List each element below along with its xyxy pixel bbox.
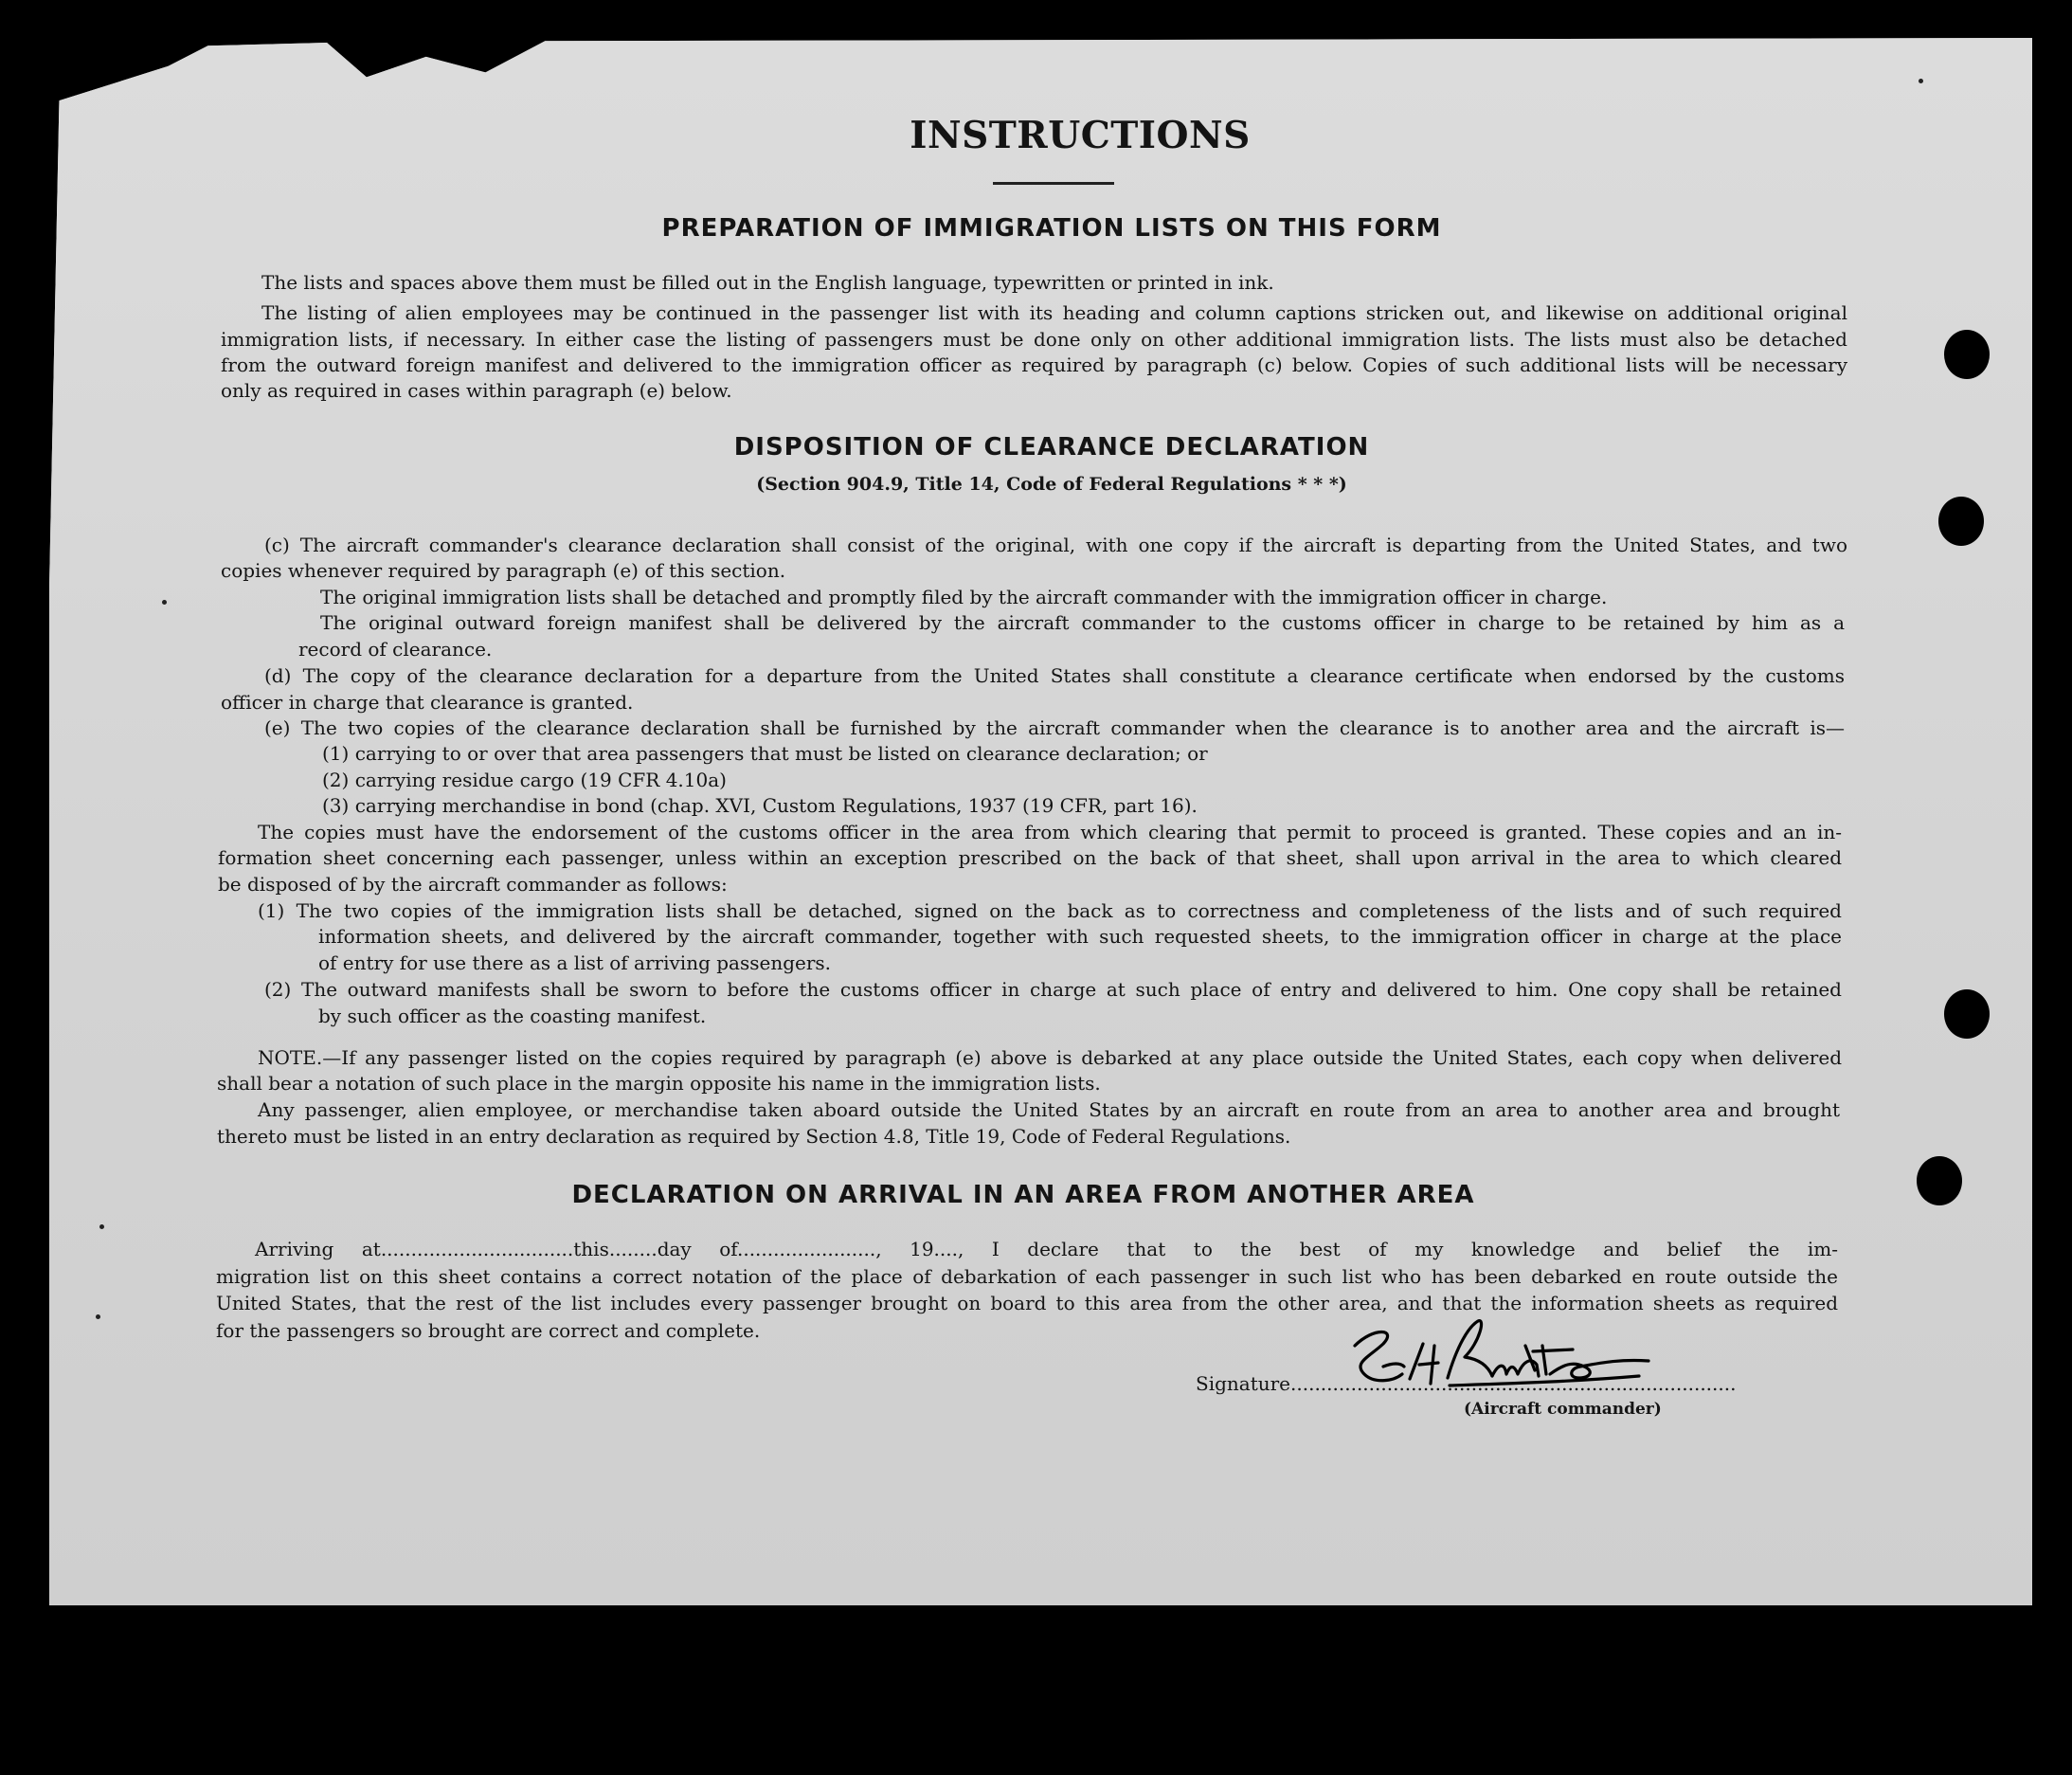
section2-line: The original immigration lists shall be detached and promptly filed by the aircraft commander with the immigration officer in charge.: [320, 586, 1608, 608]
section2-line: The original outward foreign manifest shall be delivered by the aircraft commander to the customs officer in charge to be retained by him as a: [320, 611, 1845, 634]
section1-line: from the outward foreign manifest and delivered to the immigration officer as required by paragraph (c) below. Copies of such additional lists will be necessary: [221, 353, 1847, 376]
section2-line: (1) carrying to or over that area passengers that must be listed on clearance declaration; or: [322, 742, 1208, 765]
punch-hole: [1917, 1156, 1962, 1205]
section2-line: by such officer as the coasting manifest.: [318, 1005, 707, 1027]
punch-hole: [1944, 330, 1990, 379]
section1-line: The listing of alien employees may be continued in the passenger list with its heading and column captions stricken out, and likewise on additional original: [261, 301, 1847, 324]
section2-line: The copies must have the endorsement of the customs officer in the area from which clearing that permit to proceed is granted. These copies and an in-: [258, 821, 1842, 843]
section2-line: copies whenever required by paragraph (e) of this section.: [221, 559, 786, 582]
section2-line: information sheets, and delivered by the aircraft commander, together with such requested sheets, to the immigration officer in charge at the place: [318, 925, 1842, 948]
signature-label: Signature..........................................................................: [1196, 1372, 1737, 1395]
signature-caption: (Aircraft commander): [1464, 1400, 1662, 1419]
punch-hole: [1938, 497, 1984, 546]
section2-line: (d) The copy of the clearance declaration for a departure from the United States shall constitute a clearance certificate when endorsed by the customs: [264, 664, 1845, 687]
section3-line: migration list on this sheet contains a correct notation of the place of debarkation of each passenger in such list who has been debarked en route outside the: [216, 1265, 1838, 1288]
section1-line: The lists and spaces above them must be filled out in the English language, typewritten or printed in ink.: [261, 271, 1274, 294]
section2-line: record of clearance.: [298, 638, 493, 661]
section2-line: be disposed of by the aircraft commander as follows:: [218, 873, 728, 896]
section2-line: (c) The aircraft commander's clearance declaration shall consist of the original, with one copy if the aircraft is departing from the United States, and two: [264, 534, 1847, 556]
title-rule: [993, 182, 1114, 185]
section3-line: United States, that the rest of the list includes every passenger brought on board to this area from the other area, and that the information sheets as required: [216, 1292, 1838, 1314]
speck: [1919, 79, 1923, 83]
section1-line: immigration lists, if necessary. In either case the listing of passengers must be done only on other additional immigration lists. The lists must also be detached: [221, 328, 1847, 351]
section3-line: Arriving at................................this........day of......................., 19...., I declare that to the best of my knowledge and belief the im-: [255, 1238, 1838, 1260]
page-title: INSTRUCTIONS: [910, 114, 1251, 157]
section-heading-disposition: DISPOSITION OF CLEARANCE DECLARATION: [733, 433, 1370, 462]
section2-line: Any passenger, alien employee, or merchandise taken aboard outside the United States by an aircraft en route from an area to another area and brought: [258, 1098, 1840, 1121]
handwritten-signature: [1336, 1308, 1658, 1412]
section-heading-preparation: PREPARATION OF IMMIGRATION LISTS ON THIS FORM: [661, 214, 1442, 243]
punch-hole: [1944, 989, 1990, 1039]
section1-line: only as required in cases within paragraph (e) below.: [221, 379, 732, 402]
section2-line: officer in charge that clearance is granted.: [221, 691, 634, 714]
section-heading-declaration: DECLARATION ON ARRIVAL IN AN AREA FROM ANOTHER AREA: [571, 1181, 1475, 1209]
section2-line: formation sheet concerning each passenger, unless within an exception prescribed on the back of that sheet, shall upon arrival in the area to which cleared: [218, 846, 1842, 869]
section2-line: of entry for use there as a list of arriving passengers.: [318, 951, 832, 974]
section2-line: thereto must be listed in an entry declaration as required by Section 4.8, Title 19, Code of Federal Regulations.: [217, 1125, 1291, 1148]
section2-line: NOTE.—If any passenger listed on the copies required by paragraph (e) above is debarked at any place outside the United States, each copy when delivered: [258, 1046, 1842, 1069]
section-subheading: (Section 904.9, Title 14, Code of Federal Regulations * * *): [756, 474, 1347, 495]
speck: [99, 1224, 104, 1229]
section2-line: shall bear a notation of such place in the margin opposite his name in the immigration lists.: [217, 1072, 1101, 1095]
section2-line: (3) carrying merchandise in bond (chap. XVI, Custom Regulations, 1937 (19 CFR, part 16).: [322, 794, 1198, 817]
section2-line: (e) The two copies of the clearance declaration shall be furnished by the aircraft commander when the clearance is to another area and the aircraft is—: [264, 716, 1845, 739]
section3-line: for the passengers so brought are correct and complete.: [216, 1319, 761, 1342]
speck: [96, 1314, 100, 1319]
section2-line: (1) The two copies of the immigration lists shall be detached, signed on the back as to correctness and completeness of the lists and of such required: [258, 899, 1842, 922]
speck: [162, 600, 167, 605]
section2-line: (2) The outward manifests shall be sworn to before the customs officer in charge at such place of entry and delivered to him. One copy shall be retained: [264, 978, 1842, 1001]
section2-line: (2) carrying residue cargo (19 CFR 4.10a): [322, 769, 727, 791]
